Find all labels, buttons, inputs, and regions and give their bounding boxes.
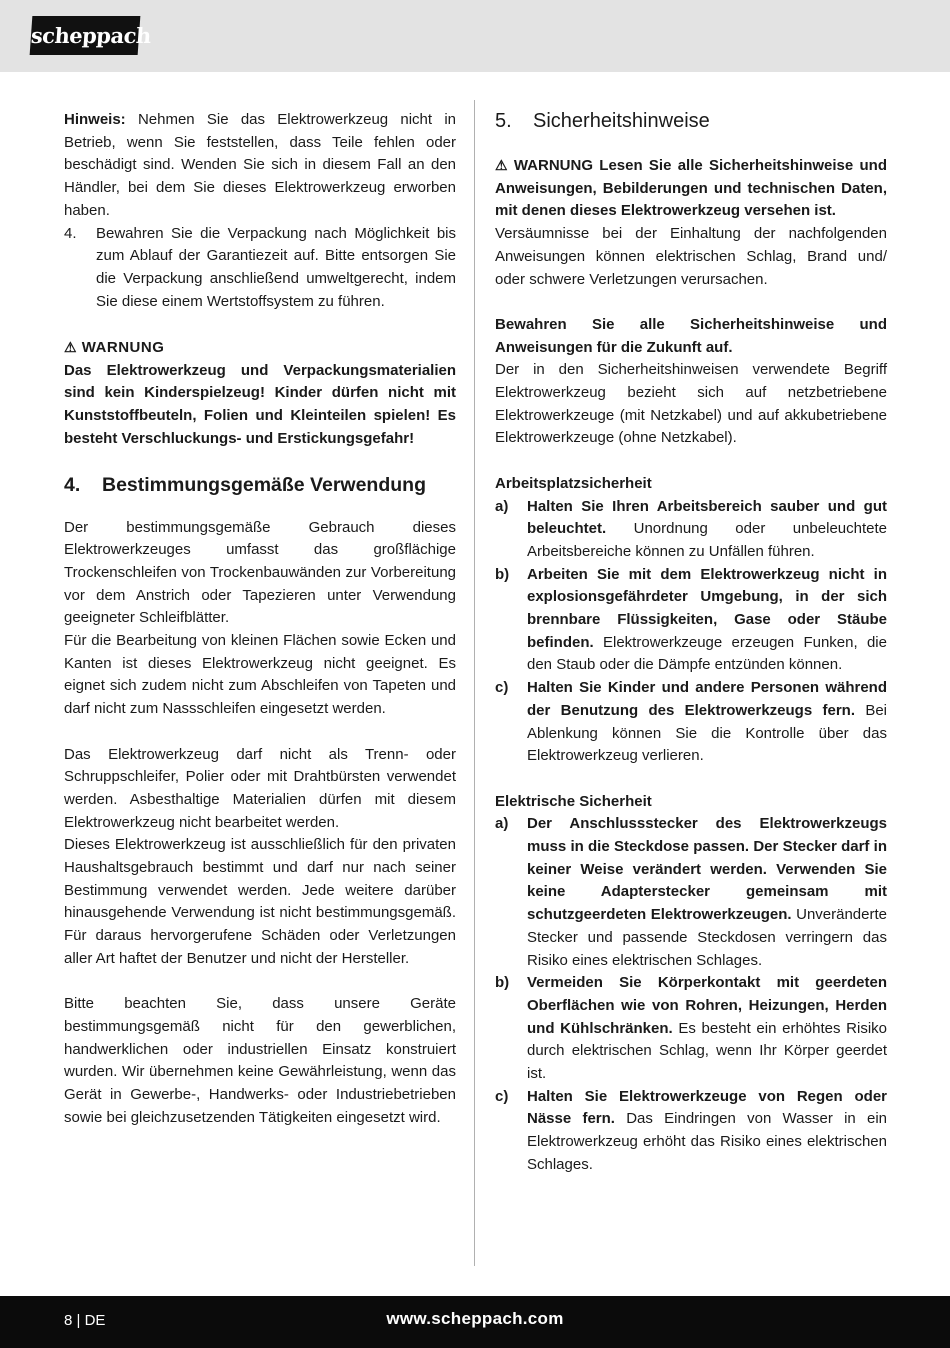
list-item	[495, 496, 887, 564]
note-label: Hinweis:	[64, 111, 126, 128]
paragraph: Dieses Elektrowerkzeug ist ausschließlich für den privaten Haushaltsgebrauch bestimmt und darf nur nach seiner Bestimmung verwendet werden. Jede weitere darüber hinausgehende Verwendung ist nicht bestimmungsgemäß. Für daraus hervorgerufene Schäden oder Verletzungen aller Art haftet der Benutzer und nicht der Hersteller.	[64, 836, 456, 967]
list-item-text: Das Eindringen von Wasser in ein Elektrowerkzeug erhöht das Risiko eines elektrischen Schlages.	[527, 1110, 888, 1173]
list-item-bold: Halten Sie Ihren Arbeitsbereich sauber und gut beleuchtet.	[527, 497, 887, 538]
list-item-number: a)	[495, 815, 509, 833]
list-item-text: Bewahren Sie die Verpackung nach Möglichkeit bis zum Ablauf der Garantiezeit auf. Bitte entsorgen Sie die Verpackung anschließend umweltgerecht, indem Sie diese einem Wertstoffsystem zu führen.	[96, 224, 456, 310]
subheading-electrical: Elektrische Sicherheit	[495, 792, 652, 810]
section-number: 4.	[64, 473, 81, 496]
list-item-number: b)	[495, 565, 510, 583]
list-item-bold: Vermeiden Sie Körperkontakt mit geerdeten Oberflächen wie von Rohren, Heizungen, Herden und Kühlschränken.	[527, 974, 887, 1037]
list-item-number: b)	[495, 974, 510, 992]
warning-title	[64, 336, 456, 360]
paragraph: Der bestimmungsgemäße Gebrauch dieses Elektrowerkzeuges umfasst das großflächige Trockenschleifen von Trockenbauwänden zur Vorbereitung vor dem Anstrich oder Tapezieren unter Verwendung geeigneter Schleifblätter.	[64, 518, 456, 627]
list-item-text: Unveränderte Stecker und passende Steckdosen verringern das Risiko eines elektrischen Schlages.	[527, 906, 887, 969]
list-item-text: Elektrowerkzeuge erzeugen Funken, die den Staub oder die Dämpfe entzünden können.	[527, 633, 887, 674]
section-heading	[64, 473, 456, 497]
warning-bold-text: WARNUNG Lesen Sie alle Sicherheitshinweise und Anweisungen, Bebilderungen und technischen Daten, mit denen dieses Elektrowerkzeug versehen ist.	[495, 157, 887, 220]
workplace-list	[495, 496, 887, 768]
paragraph: Der in den Sicherheitshinweisen verwendete Begriff Elektrowerkzeug bezieht sich auf netzbetriebene Elektrowerkzeuge (mit Netzkabel) und auf akkubetriebene Elektrowerkzeuge (ohne Netzkabel).	[495, 361, 887, 447]
list-item-number: c)	[495, 679, 509, 697]
right-column	[495, 109, 887, 1177]
list-item	[495, 564, 887, 678]
list-item	[495, 813, 887, 972]
list-item-bold: Der Anschlussstecker des Elektrowerkzeugs muss in die Steckdose passen. Der Stecker darf in keiner Weise verändert werden. Verwenden Sie keine Adapterstecker gemeinsam mit schutzgeerdeten Elektrowerkzeugen.	[527, 815, 887, 924]
list-item-bold: Halten Sie Elektrowerkzeuge von Regen oder Nässe fern.	[527, 1087, 887, 1128]
list-item	[495, 677, 887, 768]
list-item	[495, 972, 887, 1086]
list-item-number: c)	[495, 1087, 509, 1105]
paragraph: Versäumnisse bei der Einhaltung der nachfolgenden Anweisungen können elektrischen Schlag, Brand und/ oder schwere Verletzungen verursachen.	[495, 225, 887, 288]
list-item-number: 4.	[64, 224, 77, 242]
page-header	[0, 0, 950, 72]
note-text: Nehmen Sie das Elektrowerkzeug nicht in Betrieb, wenn Sie feststellen, dass Teile fehlen oder beschädigt sind. Wenden Sie sich in diesem Fall an den Händler, bei dem Sie dieses Elektrowerkzeug erworben haben.	[64, 111, 456, 219]
paragraph: Bitte beachten Sie, dass unsere Geräte bestimmungsgemäß nicht für den gewerblichen, handwerklichen oder industriellen Einsatz konstruiert wurden. Wir übernehmen keine Gewährleistung, wenn das Gerät in Gewerbe-, Handwerks- oder Industriebetrieben sowie bei gleichzusetzenden Tätigkeiten eingesetzt wird.	[64, 995, 456, 1126]
page-number: 8 | DE	[64, 1312, 106, 1329]
paragraph: Das Elektrowerkzeug darf nicht als Trenn- oder Schruppschleifer, Polier oder mit Drahtbürsten verwendet werden. Asbesthaltige Materialien dürfen mit diesem Elektrowerkzeug nicht bearbeitet werden.	[64, 745, 456, 831]
scheppach-logo: scheppach	[30, 16, 141, 55]
list-item	[495, 1086, 887, 1177]
list-item-text: Es besteht ein erhöhtes Risiko durch elektrischen Schlag, wenn Ihr Körper geerdet ist.	[527, 1019, 888, 1083]
column-divider	[474, 100, 475, 1266]
list-item-text: Bei Ablenkung können Sie die Kontrolle über das Elektrowerkzeug verlieren.	[527, 701, 887, 765]
list-item-bold: Halten Sie Kinder und andere Personen während der Benutzung des Elektrowerkzeugs fern.	[527, 679, 887, 719]
warning-icon: ⚠	[64, 339, 78, 356]
section-heading	[495, 109, 887, 133]
note-paragraph	[64, 109, 456, 223]
keep-instructions: Bewahren Sie alle Sicherheitshinweise und Anweisungen für die Zukunft auf.	[495, 315, 887, 356]
paragraph: Für die Bearbeitung von kleinen Flächen sowie Ecken und Kanten ist dieses Elektrowerkzeug nicht geeignet. Es eignet sich zudem nicht zum Abschleifen von Tapeten und darf nicht zum Nassschleifen eingesetzt werden.	[64, 632, 456, 718]
list-item-number: a)	[495, 497, 509, 515]
left-column	[64, 109, 456, 1129]
list-item-text: Unordnung oder unbeleuchtete Arbeitsbereiche können zu Unfällen führen.	[527, 520, 887, 560]
list-item	[64, 223, 456, 314]
warning-icon: ⚠	[495, 157, 508, 173]
subheading-workplace: Arbeitsplatzsicherheit	[495, 474, 652, 492]
page-footer	[0, 1296, 950, 1348]
section-title: Bestimmungsgemäße Verwendung	[102, 473, 426, 496]
warning-paragraph	[495, 154, 887, 223]
website-link[interactable]: www.scheppach.com	[386, 1309, 564, 1328]
warning-body: Das Elektrowerkzeug und Verpackungsmaterialien sind kein Kinderspielzeug! Kinder dürfen nicht mit Kunststoffbeuteln, Folien und Kleinteilen spielen! Es besteht Verschluckungs- und Erstickungsgefahr!	[64, 361, 456, 447]
section-number: 5.	[495, 110, 512, 132]
electrical-list	[495, 813, 887, 1176]
list-item-bold: Arbeiten Sie mit dem Elektrowerkzeug nicht in explosionsgefährdeter Umgebung, in der sich brennbare Flüssigkeiten, Gase oder Stäube befinden.	[527, 565, 887, 651]
section-title: Sicherheitshinweise	[533, 110, 710, 132]
warning-title-text: WARNUNG	[77, 339, 165, 357]
